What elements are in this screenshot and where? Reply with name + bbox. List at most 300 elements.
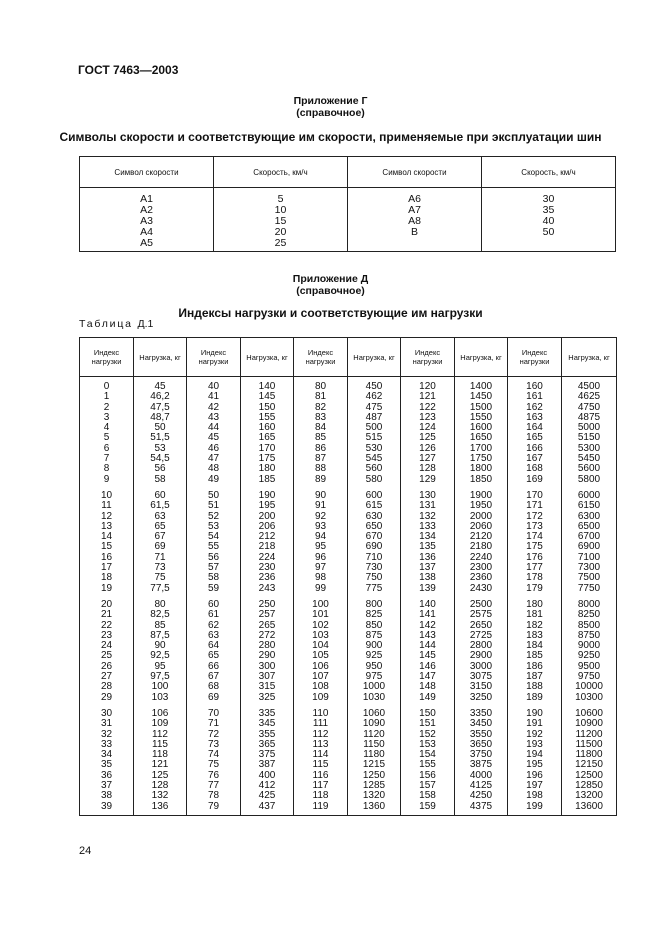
load-index: 21 <box>100 609 113 621</box>
load-value: 112 <box>152 728 168 740</box>
load-value: 6300 <box>577 510 601 522</box>
load-value: 325 <box>258 691 276 703</box>
load-index: 139 <box>419 582 436 594</box>
load-value: 2180 <box>469 541 493 553</box>
load-value: 475 <box>365 401 383 413</box>
load-value: 5300 <box>577 442 601 454</box>
load-index: 78 <box>207 790 220 802</box>
load-index-cell <box>401 487 455 596</box>
load-value: 387 <box>258 759 276 771</box>
load-index: 67 <box>207 671 220 683</box>
load-index: 87 <box>314 453 327 465</box>
load-index: 95 <box>314 541 327 553</box>
load-value-cell <box>241 487 294 596</box>
load-value: 1250 <box>362 769 386 781</box>
load-index: 63 <box>207 629 220 641</box>
load-index: 36 <box>100 769 113 781</box>
page-number: 24 <box>79 845 92 857</box>
load-header-index-5: Индекс нагрузки <box>508 338 562 377</box>
load-index: 190 <box>526 707 543 719</box>
load-value: 400 <box>258 769 276 781</box>
load-value: 335 <box>258 707 276 719</box>
load-index: 57 <box>207 562 220 574</box>
load-value-cell <box>348 705 401 815</box>
load-value: 65 <box>154 520 166 532</box>
load-value: 5000 <box>577 422 601 434</box>
load-index: 197 <box>526 779 543 791</box>
load-index: 39 <box>100 800 113 812</box>
load-value: 1500 <box>469 401 493 413</box>
load-index-table <box>79 337 617 816</box>
load-value: 95 <box>154 660 166 672</box>
table-label-number: Д.1 <box>137 318 154 330</box>
load-value-cell <box>348 377 401 487</box>
speed-value: A2 <box>140 204 153 216</box>
load-index-cell <box>80 705 134 815</box>
load-value: 1360 <box>362 800 386 812</box>
load-index: 150 <box>419 707 436 719</box>
load-value: 12150 <box>575 759 603 771</box>
load-value: 3875 <box>469 759 493 771</box>
load-index: 165 <box>526 432 543 444</box>
load-index: 42 <box>207 401 220 413</box>
load-index: 182 <box>526 619 543 631</box>
load-index: 102 <box>312 619 329 631</box>
speed-value: A6 <box>408 193 421 205</box>
load-index: 25 <box>100 650 113 662</box>
load-index: 60 <box>207 598 220 610</box>
load-value: 4250 <box>469 790 493 802</box>
load-index: 27 <box>100 671 113 683</box>
speed-value: B <box>410 226 418 238</box>
load-index: 79 <box>207 800 220 812</box>
load-index: 179 <box>526 582 543 594</box>
load-value: 450 <box>365 381 383 392</box>
load-index: 140 <box>419 598 436 610</box>
load-index: 103 <box>312 629 329 641</box>
load-value: 100 <box>151 681 169 693</box>
load-index: 178 <box>526 572 543 584</box>
load-value: 1285 <box>362 779 386 791</box>
load-value-cell <box>348 596 401 705</box>
load-value: 2500 <box>469 598 493 610</box>
load-index: 125 <box>419 432 436 444</box>
load-value: 190 <box>258 489 276 501</box>
load-value: 3450 <box>469 718 493 730</box>
load-value: 230 <box>258 562 276 574</box>
load-index: 192 <box>526 728 543 740</box>
load-value-cell <box>455 487 508 596</box>
load-value: 69 <box>154 541 166 553</box>
load-value: 90 <box>154 640 166 652</box>
load-index: 44 <box>207 422 220 434</box>
load-index: 48 <box>207 463 220 475</box>
load-index: 12 <box>100 510 113 522</box>
load-value: 850 <box>365 619 383 631</box>
speed-col-symbol-1 <box>80 188 214 252</box>
load-index-cell <box>508 377 562 487</box>
load-index: 37 <box>100 779 113 791</box>
load-value: 160 <box>258 422 276 434</box>
load-index: 159 <box>419 800 436 812</box>
speed-value: 5 <box>277 193 284 205</box>
load-value: 2300 <box>469 562 493 574</box>
load-index: 41 <box>207 391 220 403</box>
load-header-load-5: Нагрузка, кг <box>562 338 617 377</box>
load-value: 185 <box>258 473 276 485</box>
load-index-cell <box>508 705 562 815</box>
load-value: 375 <box>258 749 276 761</box>
load-value: 3000 <box>469 660 493 672</box>
load-index: 75 <box>207 759 220 771</box>
load-index-cell <box>508 487 562 596</box>
speed-value: 50 <box>542 226 555 238</box>
load-value: 925 <box>365 650 383 662</box>
load-value: 115 <box>152 738 168 750</box>
load-value: 145 <box>258 391 276 403</box>
load-index-cell <box>401 377 455 487</box>
load-index: 1 <box>103 391 110 403</box>
load-value: 1800 <box>469 463 493 475</box>
load-value: 265 <box>258 619 276 631</box>
load-value: 750 <box>365 572 383 584</box>
load-value: 3350 <box>469 707 493 719</box>
load-index: 53 <box>207 520 220 532</box>
load-index: 104 <box>312 640 329 652</box>
speed-col-symbol-2 <box>348 188 482 252</box>
load-index: 137 <box>419 562 436 574</box>
load-value: 8750 <box>577 629 601 641</box>
load-index: 101 <box>312 609 329 621</box>
load-index: 46 <box>207 442 220 454</box>
load-index: 135 <box>419 541 436 553</box>
load-value: 300 <box>258 660 276 672</box>
document-code: ГОСТ 7463—2003 <box>78 63 179 77</box>
load-value: 545 <box>365 453 383 465</box>
speed-header-symbol-2: Символ скорости <box>348 157 482 188</box>
load-index: 134 <box>419 531 436 543</box>
load-index: 141 <box>419 609 436 621</box>
load-index: 72 <box>207 728 220 740</box>
load-value: 2360 <box>469 572 493 584</box>
load-value-cell <box>455 705 508 815</box>
load-index: 111 <box>312 718 329 730</box>
load-value-cell <box>562 487 617 596</box>
load-value: 82,5 <box>150 609 170 621</box>
load-value: 355 <box>258 728 276 740</box>
load-value: 2430 <box>469 582 493 594</box>
speed-value: 15 <box>274 215 287 227</box>
load-index: 130 <box>419 489 436 501</box>
load-value: 345 <box>258 718 276 730</box>
load-value: 710 <box>365 551 383 563</box>
load-value: 307 <box>258 671 276 683</box>
load-value: 5600 <box>577 463 601 475</box>
load-index: 119 <box>312 800 329 812</box>
load-index: 9 <box>103 473 110 485</box>
load-index: 132 <box>419 510 436 522</box>
load-index: 145 <box>419 650 436 662</box>
load-value: 2575 <box>469 609 493 621</box>
load-index-cell <box>401 596 455 705</box>
load-value-cell <box>134 596 187 705</box>
load-value: 2060 <box>469 520 493 532</box>
load-value: 3650 <box>469 738 493 750</box>
load-header-load-3: Нагрузка, кг <box>348 338 401 377</box>
load-value: 515 <box>365 432 383 444</box>
load-index: 29 <box>100 691 113 703</box>
load-header-index-4: Индекс нагрузки <box>401 338 455 377</box>
table-row-group <box>80 705 617 815</box>
load-index-cell <box>187 596 241 705</box>
load-value: 1120 <box>363 728 385 740</box>
load-value: 10000 <box>575 681 603 693</box>
load-index: 152 <box>419 728 436 740</box>
load-value: 3150 <box>469 681 493 693</box>
appendix-d-heading: Индексы нагрузки и соответствующие им нагрузки <box>178 306 483 320</box>
load-value-cell <box>134 377 187 487</box>
load-index: 121 <box>419 391 436 403</box>
load-value: 2120 <box>469 531 493 543</box>
load-index: 174 <box>526 531 543 543</box>
load-index: 11 <box>101 500 112 512</box>
load-index: 84 <box>314 422 327 434</box>
load-value: 900 <box>365 640 383 652</box>
load-value: 425 <box>258 790 276 802</box>
load-index: 133 <box>419 520 436 532</box>
load-index: 196 <box>526 769 543 781</box>
load-value: 60 <box>154 489 166 501</box>
load-value: 10300 <box>575 691 603 703</box>
load-index: 169 <box>526 473 543 485</box>
load-index-cell <box>294 377 348 487</box>
load-value: 45 <box>154 381 166 392</box>
load-index: 13 <box>100 520 113 532</box>
load-index: 10 <box>100 489 113 501</box>
load-value: 10900 <box>575 718 603 730</box>
load-index: 151 <box>419 718 436 730</box>
speed-value: 20 <box>274 226 287 238</box>
load-index: 142 <box>419 619 436 631</box>
load-index: 158 <box>419 790 436 802</box>
load-value: 9250 <box>577 650 601 662</box>
load-value-cell <box>562 705 617 815</box>
load-value: 58 <box>154 473 166 485</box>
load-value-cell <box>562 377 617 487</box>
load-index: 143 <box>419 629 436 641</box>
load-value: 140 <box>258 381 276 392</box>
load-index: 35 <box>100 759 113 771</box>
load-index: 180 <box>526 598 543 610</box>
load-index: 90 <box>314 489 327 501</box>
load-value-cell <box>455 377 508 487</box>
load-index: 189 <box>526 691 543 703</box>
load-index: 58 <box>207 572 220 584</box>
load-value: 875 <box>365 629 383 641</box>
load-index: 59 <box>207 582 220 594</box>
table-row-group <box>80 487 617 596</box>
load-value: 650 <box>365 520 383 532</box>
load-index: 162 <box>526 401 543 413</box>
load-value: 2240 <box>469 551 493 563</box>
load-index: 112 <box>312 728 329 740</box>
load-value: 132 <box>151 790 169 802</box>
load-value: 80 <box>154 598 166 610</box>
load-value: 4500 <box>577 381 601 392</box>
load-index-cell <box>80 596 134 705</box>
load-value: 128 <box>151 779 169 791</box>
load-value: 5150 <box>577 432 601 444</box>
load-index: 47 <box>207 453 220 465</box>
load-index: 92 <box>314 510 327 522</box>
load-index: 166 <box>526 442 543 454</box>
load-value: 560 <box>365 463 383 475</box>
load-value-cell <box>348 487 401 596</box>
load-index: 129 <box>419 473 436 485</box>
load-index: 55 <box>207 541 220 553</box>
load-value: 6500 <box>577 520 601 532</box>
load-value: 1320 <box>362 790 386 802</box>
load-value: 63 <box>154 510 166 522</box>
load-index: 19 <box>100 582 113 594</box>
load-value: 500 <box>365 422 383 434</box>
load-index: 173 <box>526 520 543 532</box>
load-value: 257 <box>258 609 276 621</box>
load-value: 67 <box>154 531 166 543</box>
load-value: 7750 <box>577 582 601 594</box>
load-value-cell <box>241 596 294 705</box>
load-value: 150 <box>258 401 276 413</box>
load-index: 83 <box>314 411 327 423</box>
load-value: 1650 <box>469 432 493 444</box>
load-index: 144 <box>419 640 436 652</box>
load-index: 43 <box>207 411 220 423</box>
load-value: 121 <box>151 759 169 771</box>
load-index: 45 <box>207 432 220 444</box>
load-value: 12500 <box>575 769 603 781</box>
load-index: 51 <box>207 500 220 512</box>
load-index: 96 <box>314 551 327 563</box>
load-value: 1090 <box>362 718 386 730</box>
load-index-cell <box>187 377 241 487</box>
load-value: 13600 <box>575 800 603 812</box>
load-value: 290 <box>258 650 276 662</box>
load-index: 86 <box>314 442 327 454</box>
load-index: 73 <box>207 738 220 750</box>
load-index: 171 <box>526 500 543 512</box>
load-index: 71 <box>207 718 220 730</box>
load-header-load-2: Нагрузка, кг <box>241 338 294 377</box>
load-index: 115 <box>312 759 329 771</box>
load-index: 69 <box>207 691 220 703</box>
load-value: 12850 <box>575 779 603 791</box>
load-table-body <box>80 377 617 816</box>
load-index: 149 <box>419 691 436 703</box>
load-index: 128 <box>419 463 436 475</box>
load-index: 114 <box>312 749 329 761</box>
load-index: 108 <box>312 681 329 693</box>
load-value: 2725 <box>469 629 493 641</box>
load-index: 122 <box>419 401 436 413</box>
load-value: 315 <box>258 681 276 693</box>
load-index: 3 <box>103 411 110 423</box>
speed-value: 40 <box>542 215 555 227</box>
load-index: 154 <box>419 749 436 761</box>
load-index: 181 <box>526 609 543 621</box>
load-index: 22 <box>100 619 113 631</box>
speed-value: 10 <box>274 204 287 216</box>
load-index: 8 <box>103 463 110 475</box>
load-index: 68 <box>207 681 220 693</box>
load-value: 4875 <box>577 411 601 423</box>
load-index: 155 <box>419 759 436 771</box>
table-row-group <box>80 596 617 705</box>
speed-header-speed-1: Скорость, км/ч <box>214 157 348 188</box>
load-index: 194 <box>526 749 543 761</box>
load-value: 4000 <box>469 769 493 781</box>
load-value-cell <box>241 377 294 487</box>
load-value-cell <box>241 705 294 815</box>
load-index: 88 <box>314 463 327 475</box>
load-value: 1850 <box>469 473 493 485</box>
load-index: 65 <box>207 650 220 662</box>
load-value: 9500 <box>577 660 601 672</box>
load-index: 136 <box>419 551 436 563</box>
load-value: 48,7 <box>150 411 170 423</box>
load-value: 170 <box>258 442 276 454</box>
load-value: 61,5 <box>150 500 170 512</box>
load-index: 168 <box>526 463 543 475</box>
load-value: 4750 <box>577 401 601 413</box>
load-value: 75 <box>154 572 166 584</box>
load-value: 92,5 <box>150 650 170 662</box>
load-value: 272 <box>258 629 276 641</box>
speed-symbol-table <box>79 156 616 252</box>
load-value: 1950 <box>469 500 493 512</box>
load-value: 53 <box>154 442 166 454</box>
load-index: 187 <box>526 671 543 683</box>
load-value: 165 <box>258 432 276 444</box>
speed-value: 25 <box>274 237 287 249</box>
load-value: 6000 <box>577 489 601 501</box>
load-value: 180 <box>258 463 276 475</box>
load-header-index-2: Индекс нагрузки <box>187 338 241 377</box>
load-index: 24 <box>100 640 113 652</box>
load-value: 85 <box>154 619 166 631</box>
speed-value: A1 <box>140 193 153 205</box>
load-index: 0 <box>103 381 110 392</box>
load-value: 365 <box>258 738 276 750</box>
load-value-cell <box>134 705 187 815</box>
load-value: 2000 <box>469 510 493 522</box>
load-index: 23 <box>100 629 113 641</box>
load-index: 193 <box>526 738 543 750</box>
load-value: 236 <box>258 572 276 584</box>
load-index: 138 <box>419 572 436 584</box>
load-index: 175 <box>526 541 543 553</box>
load-index: 80 <box>314 381 327 392</box>
load-index: 100 <box>312 598 329 610</box>
load-index: 113 <box>312 738 329 750</box>
appendix-d-title: Приложение Д <box>292 273 369 285</box>
load-index-cell <box>187 487 241 596</box>
load-value: 8000 <box>577 598 601 610</box>
load-index: 161 <box>526 391 543 403</box>
load-value: 10600 <box>575 707 603 719</box>
load-value-cell <box>562 596 617 705</box>
load-index: 91 <box>314 500 327 512</box>
load-value: 136 <box>151 800 169 812</box>
